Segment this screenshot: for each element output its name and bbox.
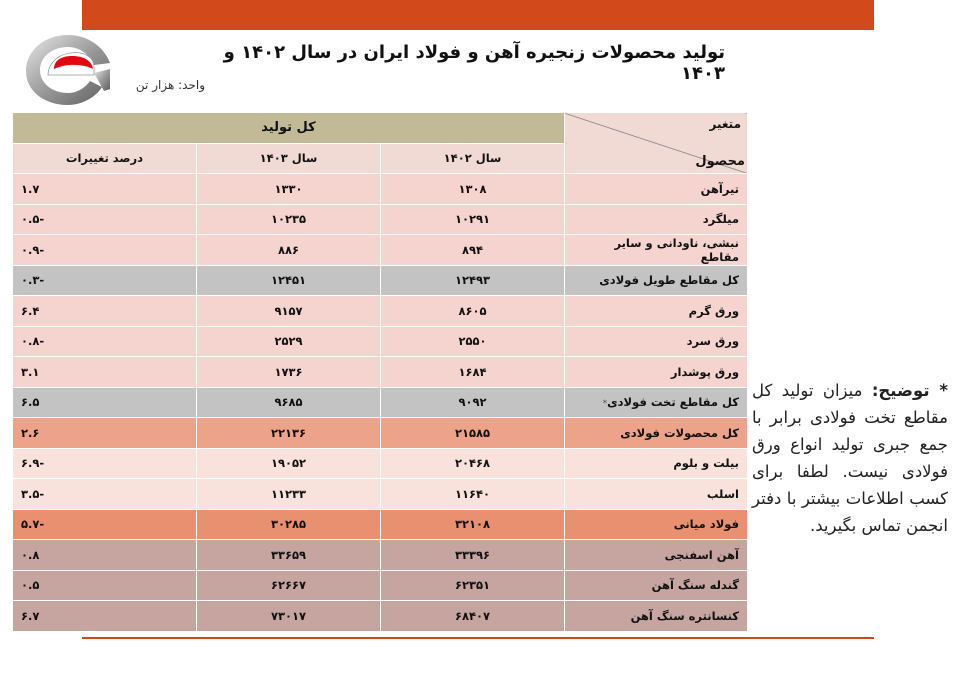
unit-label: واحد: هزار تن — [135, 78, 205, 92]
product-cell — [565, 235, 748, 266]
note-box — [752, 377, 948, 539]
value-1402-cell: ۱۳۰۸ — [381, 174, 565, 205]
table-row — [13, 387, 748, 418]
value-1403-cell: ۳۰۲۸۵ — [197, 509, 381, 540]
product-cell — [565, 540, 748, 571]
product-cell — [565, 479, 748, 510]
association-logo-icon — [24, 33, 112, 107]
value-1403-cell: ۱۲۴۵۱ — [197, 265, 381, 296]
change-percent-cell: ۶.۴ — [13, 296, 197, 327]
change-percent-cell: -۰.۳ — [13, 265, 197, 296]
change-percent-cell: ۲.۶ — [13, 418, 197, 449]
table-row — [13, 418, 748, 449]
corner-header-cell — [565, 113, 748, 174]
product-cell — [565, 174, 748, 205]
value-1402-cell: ۳۳۳۹۶ — [381, 540, 565, 571]
value-1402-cell: ۲۱۵۸۵ — [381, 418, 565, 449]
table-row — [13, 509, 748, 540]
value-1403-cell: ۱۳۳۰ — [197, 174, 381, 205]
value-1402-cell: ۱۰۲۹۱ — [381, 204, 565, 235]
table-row — [13, 357, 748, 388]
product-cell — [565, 601, 748, 632]
value-1403-cell: ۶۲۶۶۷ — [197, 570, 381, 601]
product-name: کل محصولات فولادی — [620, 425, 739, 440]
change-percent-cell: ۱.۷ — [13, 174, 197, 205]
value-1402-cell: ۸۹۴ — [381, 235, 565, 266]
product-cell — [565, 265, 748, 296]
table-row — [13, 479, 748, 510]
table-row — [13, 540, 748, 571]
change-percent-cell: ۶.۵ — [13, 387, 197, 418]
header-row-1 — [13, 113, 748, 144]
change-percent-cell: -۰.۸ — [13, 326, 197, 357]
corner-variable-label: متغیر — [709, 117, 741, 131]
change-percent-cell: -۵.۷ — [13, 509, 197, 540]
value-1403-cell: ۷۳۰۱۷ — [197, 601, 381, 632]
change-percent-cell: ۰.۵ — [13, 570, 197, 601]
table-row — [13, 174, 748, 205]
table-row — [13, 326, 748, 357]
product-name: ورق گرم — [688, 303, 739, 318]
product-name: ورق پوشدار — [670, 364, 739, 379]
product-name: کل مقاطع تخت فولادی — [607, 395, 739, 410]
year-1403-header: سال ۱۴۰۳ — [197, 143, 381, 174]
product-cell — [565, 418, 748, 449]
value-1403-cell: ۱۷۳۶ — [197, 357, 381, 388]
table-row — [13, 448, 748, 479]
top-accent-bar — [82, 0, 874, 30]
product-name: میلگرد — [702, 212, 739, 227]
product-cell — [565, 509, 748, 540]
corner-product-label: محصول — [695, 154, 745, 169]
change-percent-cell: -۰.۵ — [13, 204, 197, 235]
product-cell — [565, 448, 748, 479]
change-percent-header: درصد تغییرات — [13, 143, 197, 174]
value-1402-cell: ۱۲۴۹۳ — [381, 265, 565, 296]
value-1402-cell: ۸۶۰۵ — [381, 296, 565, 327]
product-name: کنسانتره سنگ آهن — [630, 608, 739, 623]
change-percent-cell: -۳.۵ — [13, 479, 197, 510]
table-row — [13, 296, 748, 327]
product-name: نبشی، ناودانی و سایر مقاطع — [614, 235, 739, 264]
page-title: تولید محصولات زنجیره آهن و فولاد ایران در سال ۱۴۰۲ و ۱۴۰۳ — [223, 42, 725, 84]
table-row — [13, 204, 748, 235]
product-name: فولاد میانی — [673, 517, 739, 532]
value-1402-cell: ۹۰۹۲ — [381, 387, 565, 418]
value-1402-cell: ۶۲۳۵۱ — [381, 570, 565, 601]
table-row — [13, 570, 748, 601]
value-1402-cell: ۲۵۵۰ — [381, 326, 565, 357]
product-cell — [565, 296, 748, 327]
production-table — [12, 112, 748, 632]
product-cell — [565, 357, 748, 388]
product-name: اسلب — [706, 486, 739, 501]
value-1403-cell: ۹۱۵۷ — [197, 296, 381, 327]
product-name: ورق سرد — [686, 334, 739, 349]
change-percent-cell: -۰.۹ — [13, 235, 197, 266]
bottom-accent-line — [82, 637, 874, 639]
value-1402-cell: ۳۲۱۰۸ — [381, 509, 565, 540]
product-name: کل مقاطع طویل فولادی — [599, 273, 739, 288]
value-1403-cell: ۲۲۱۳۶ — [197, 418, 381, 449]
note-text: میزان تولید کل مقاطع تخت فولادی برابر با جمع جبری تولید انواع ورق فولادی نیست. لطفا برای کسب اطلاعات بیشتر با دفتر انجمن تماس بگیرید. — [752, 381, 948, 535]
product-name: گندله سنگ آهن — [651, 578, 739, 593]
product-cell — [565, 387, 748, 418]
note-label: * توضیح: — [871, 381, 948, 400]
table-row — [13, 235, 748, 266]
change-percent-cell: ۶.۷ — [13, 601, 197, 632]
product-cell — [565, 204, 748, 235]
value-1403-cell: ۸۸۶ — [197, 235, 381, 266]
total-production-header: کل تولید — [13, 113, 565, 144]
change-percent-cell: -۶.۹ — [13, 448, 197, 479]
value-1402-cell: ۱۶۸۴ — [381, 357, 565, 388]
value-1402-cell: ۲۰۴۶۸ — [381, 448, 565, 479]
value-1403-cell: ۹۶۸۵ — [197, 387, 381, 418]
value-1402-cell: ۱۱۶۴۰ — [381, 479, 565, 510]
product-name: بیلت و بلوم — [673, 456, 739, 471]
value-1403-cell: ۲۵۲۹ — [197, 326, 381, 357]
table-row — [13, 601, 748, 632]
product-name: آهن اسفنجی — [664, 547, 739, 562]
value-1403-cell: ۳۳۶۵۹ — [197, 540, 381, 571]
table-row — [13, 265, 748, 296]
change-percent-cell: ۰.۸ — [13, 540, 197, 571]
product-cell — [565, 570, 748, 601]
value-1402-cell: ۶۸۴۰۷ — [381, 601, 565, 632]
product-name: تیرآهن — [700, 181, 739, 196]
product-cell — [565, 326, 748, 357]
footnote-mark: * — [602, 399, 608, 410]
change-percent-cell: ۳.۱ — [13, 357, 197, 388]
value-1403-cell: ۱۱۲۳۳ — [197, 479, 381, 510]
value-1403-cell: ۱۹۰۵۲ — [197, 448, 381, 479]
year-1402-header: سال ۱۴۰۲ — [381, 143, 565, 174]
value-1403-cell: ۱۰۲۳۵ — [197, 204, 381, 235]
